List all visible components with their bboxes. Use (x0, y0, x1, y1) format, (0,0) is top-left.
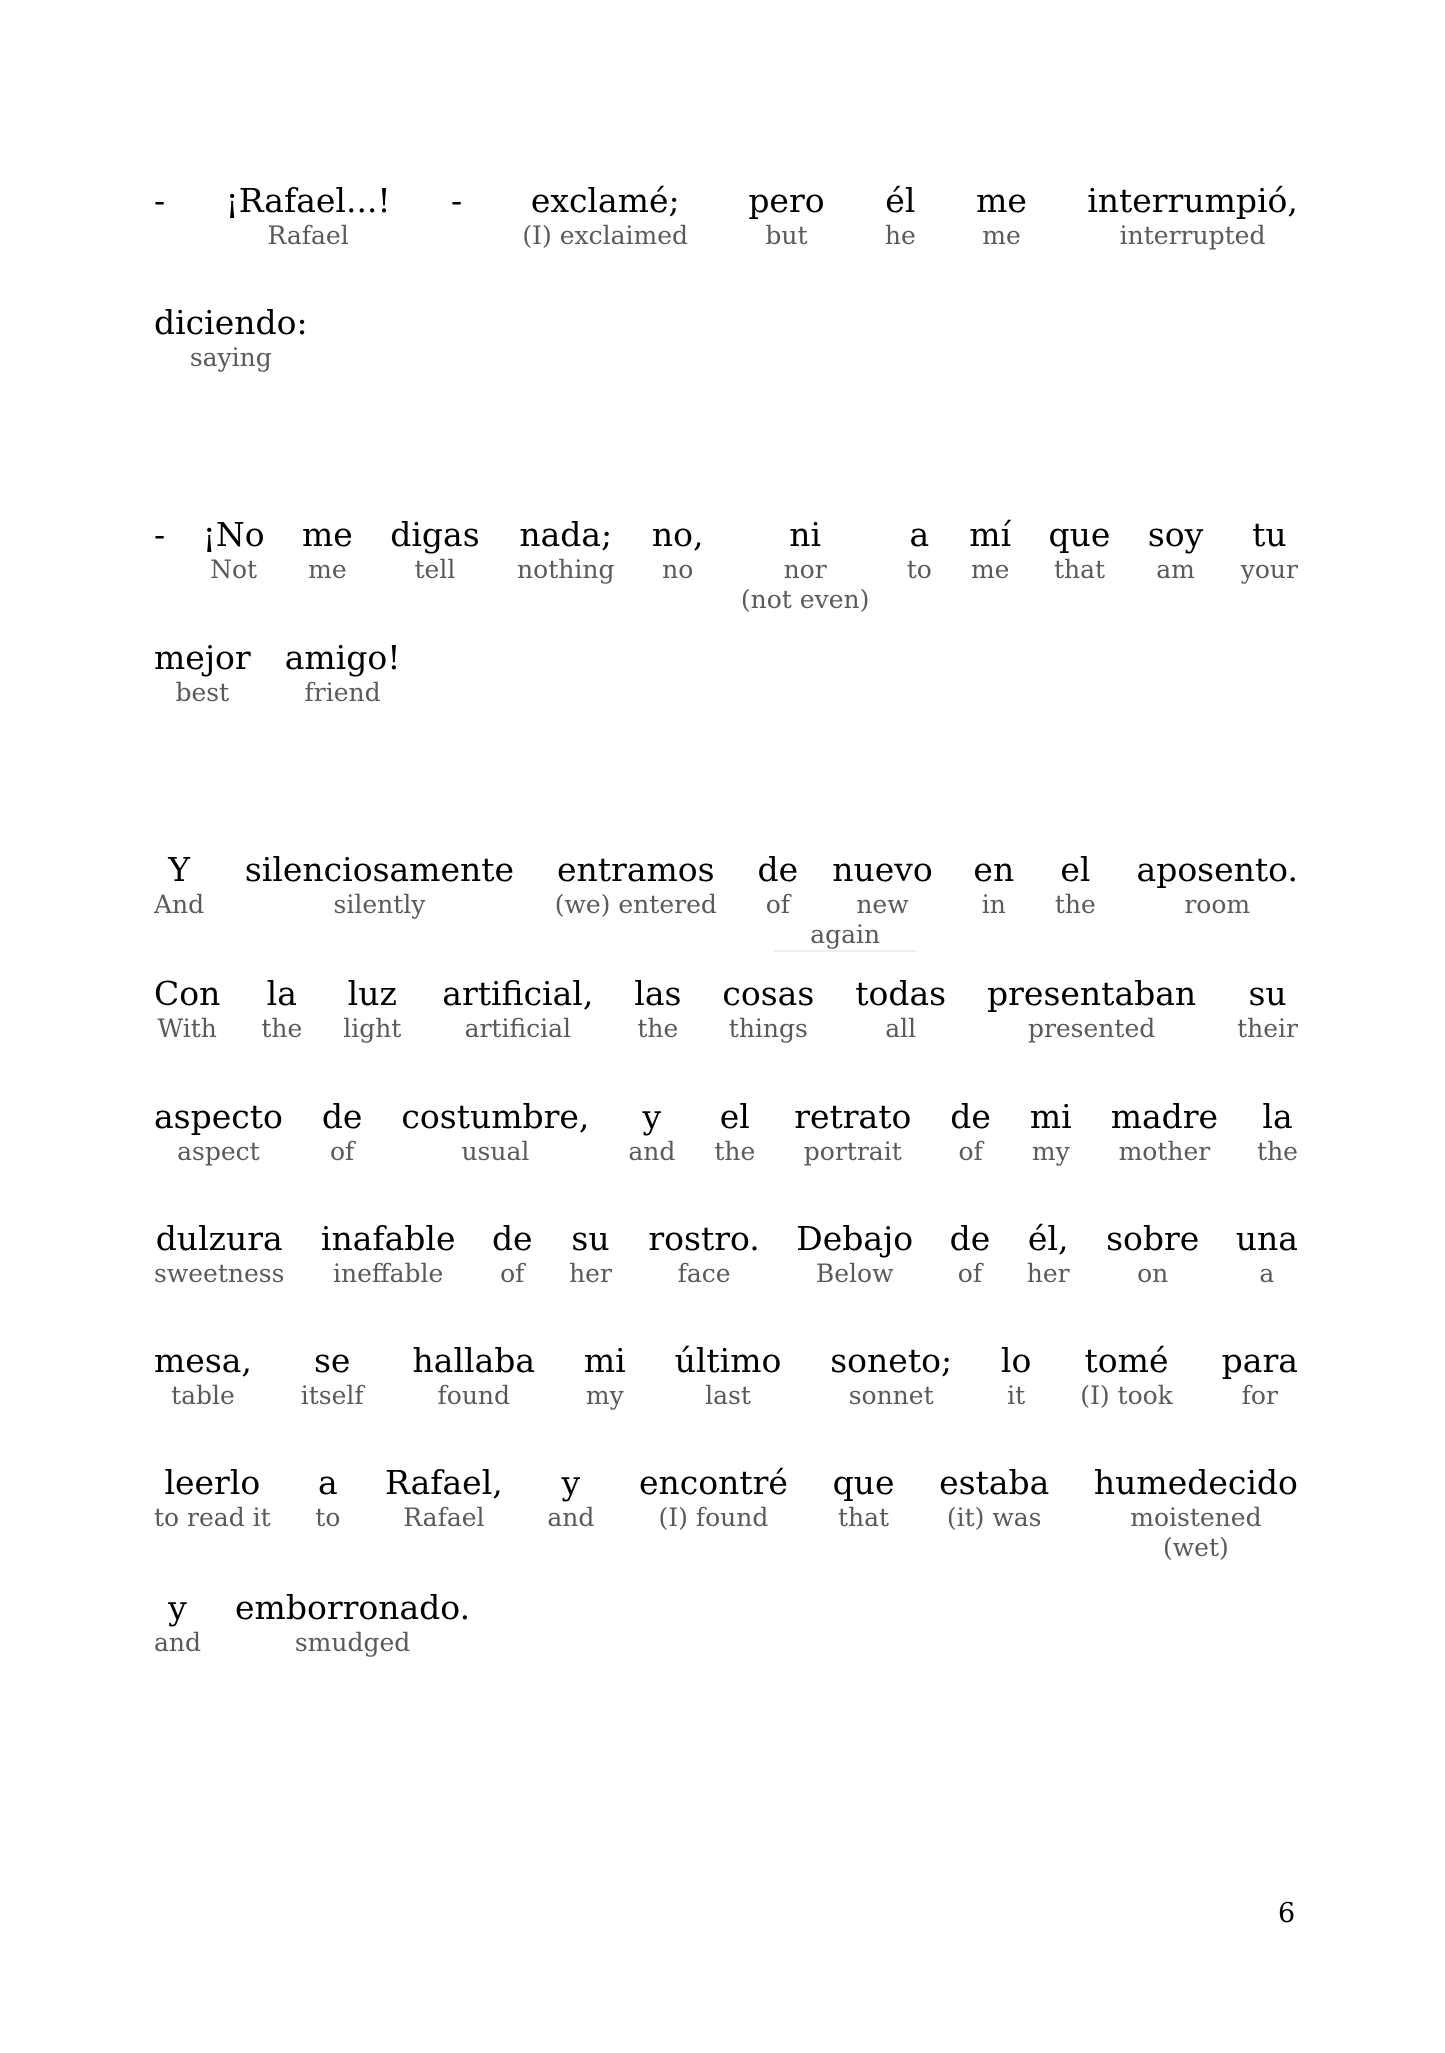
word-pair (634, 974, 681, 1044)
spanish-word: dulzura (155, 1219, 283, 1258)
text-line (154, 1341, 1298, 1411)
spanish-word: las (634, 974, 682, 1013)
spanish-word: entramos (557, 850, 715, 889)
english-gloss: and (547, 1503, 595, 1532)
english-gloss: my (585, 1381, 624, 1410)
word-pair (1049, 515, 1111, 585)
word-pair (1241, 515, 1298, 585)
word-pair (413, 1341, 536, 1411)
word-pair (758, 850, 799, 920)
word-pair (855, 974, 946, 1044)
spanish-word: de (949, 1219, 991, 1258)
spanish-word: todas (855, 974, 947, 1013)
english-gloss: (I) exclaimed (522, 221, 689, 250)
spanish-word: que (1048, 515, 1111, 554)
word-pair (748, 181, 824, 251)
spanish-word: aspecto (154, 1097, 283, 1136)
spanish-word: tomé (1084, 1341, 1169, 1380)
spanish-word: encontré (639, 1463, 788, 1502)
word-pair (832, 850, 933, 920)
word-pair (639, 1463, 788, 1533)
english-gloss: the (1054, 890, 1096, 919)
page-number: 6 (1278, 1898, 1296, 1929)
english-gloss: me (982, 221, 1021, 250)
english-gloss: moistened (1130, 1503, 1262, 1532)
word-pair (154, 1219, 284, 1289)
spanish-word: diciendo: (154, 303, 308, 342)
word-pair (885, 181, 916, 251)
spanish-word: el (1060, 850, 1091, 889)
english-gloss: (it) was (946, 1503, 1042, 1532)
english-gloss: table (171, 1381, 235, 1410)
spanish-word: humedecido (1093, 1463, 1298, 1502)
spanish-word: soneto; (830, 1341, 953, 1380)
word-pair (154, 1588, 201, 1658)
word-pair (321, 1219, 456, 1289)
english-gloss: light (343, 1014, 402, 1043)
spanish-word: estaba (939, 1463, 1050, 1502)
spanish-word: nada; (519, 515, 613, 554)
spanish-word: que (832, 1463, 895, 1502)
spanish-word: de (950, 1097, 991, 1136)
english-gloss: your (1240, 555, 1298, 584)
word-pair (517, 515, 614, 585)
word-pair (492, 1219, 533, 1289)
word-pair (796, 1219, 913, 1289)
spanish-word: para (1221, 1341, 1298, 1380)
word-pair (973, 850, 1014, 920)
spanish-word: el (719, 1097, 750, 1136)
english-gloss-extra: (not even) (740, 585, 870, 614)
english-gloss: interrupted (1119, 221, 1266, 250)
word-pair (154, 1463, 271, 1533)
english-gloss: my (1031, 1137, 1070, 1166)
spanish-word: Debajo (796, 1219, 914, 1258)
spanish-word: - (154, 515, 166, 554)
english-gloss: and (154, 1628, 202, 1657)
english-gloss: me (308, 555, 347, 584)
word-pair (1055, 850, 1096, 920)
english-gloss: tell (414, 555, 456, 584)
english-gloss: that (1053, 555, 1106, 584)
spanish-word: presentaban (987, 974, 1197, 1013)
english-gloss: to (906, 555, 932, 584)
word-pair (584, 1341, 626, 1411)
spanish-word: se (313, 1341, 351, 1380)
english-gloss: on (1137, 1259, 1169, 1288)
spanish-word: costumbre, (401, 1097, 590, 1136)
spanish-word: de (321, 1097, 363, 1136)
word-pair (154, 515, 165, 585)
text-line (154, 1463, 1298, 1563)
spanish-word: Con (154, 974, 221, 1013)
english-gloss: of (500, 1259, 525, 1288)
word-pair (950, 1097, 991, 1167)
english-gloss: aspect (177, 1137, 260, 1166)
spanish-word: artificial, (442, 974, 594, 1013)
word-pair (1236, 1219, 1298, 1289)
word-pair (261, 974, 302, 1044)
english-gloss: usual (461, 1137, 530, 1166)
english-gloss: Rafael (267, 221, 349, 250)
english-gloss: the (714, 1137, 756, 1166)
english-gloss: itself (300, 1381, 364, 1410)
spanish-word: su (571, 1219, 610, 1258)
word-pair (442, 974, 593, 1044)
spanish-word: y (642, 1097, 662, 1136)
text-line (154, 974, 1298, 1044)
text-line (154, 850, 1298, 952)
english-gloss: that (837, 1503, 890, 1532)
english-gloss: things (728, 1014, 808, 1043)
spanish-word: mi (583, 1341, 626, 1380)
spanish-word: me (301, 515, 353, 554)
word-pair (390, 515, 479, 585)
spanish-word: me (976, 181, 1027, 220)
word-pair (939, 1463, 1049, 1533)
english-gloss: And (154, 890, 205, 919)
word-pair (987, 974, 1196, 1044)
english-gloss: room (1184, 890, 1251, 919)
spanish-word: lo (1000, 1341, 1032, 1380)
english-gloss: nothing (517, 555, 615, 584)
word-pair (652, 515, 704, 585)
word-pair (714, 1097, 755, 1167)
spanish-word: no, (651, 515, 704, 554)
english-gloss: am (1156, 555, 1195, 584)
spanish-word: sobre (1106, 1219, 1200, 1258)
word-pair (285, 638, 401, 708)
english-gloss: face (677, 1259, 731, 1288)
english-gloss: it (1007, 1381, 1026, 1410)
text-line (154, 1219, 1298, 1289)
multiword-expression (758, 850, 933, 952)
word-pair (154, 1097, 283, 1167)
spanish-word: y (561, 1463, 581, 1502)
word-pair (950, 1219, 991, 1289)
word-pair (628, 1097, 675, 1167)
word-pair (154, 181, 165, 251)
english-gloss: of (958, 1137, 983, 1166)
spanish-word: Y (168, 850, 190, 889)
word-pair (555, 850, 717, 920)
english-gloss: presented (1027, 1014, 1156, 1043)
word-pair (385, 1463, 503, 1533)
multiword-row (758, 850, 933, 920)
spanish-word: mesa, (154, 1341, 252, 1380)
spanish-word: luz (347, 974, 397, 1013)
spanish-word: ¡Rafael...! (225, 181, 391, 220)
spanish-word: la (1262, 1097, 1293, 1136)
text-line (154, 181, 1298, 251)
word-pair (401, 1097, 589, 1167)
word-pair (1094, 1463, 1298, 1563)
english-gloss: to read it (154, 1503, 271, 1532)
spanish-word: su (1248, 974, 1287, 1013)
english-gloss (156, 555, 164, 585)
spanish-word: aposento. (1136, 850, 1298, 889)
text-line (154, 515, 1298, 615)
english-gloss: new (856, 890, 909, 919)
english-gloss: mother (1118, 1137, 1211, 1166)
spanish-word: ni (789, 515, 822, 554)
english-gloss: all (885, 1014, 917, 1043)
word-pair (154, 850, 204, 920)
spanish-word: leerlo (164, 1463, 261, 1502)
spanish-word: mejor (154, 638, 251, 677)
spanish-word: a (909, 515, 930, 554)
word-pair (830, 1341, 952, 1411)
spanish-word: pero (748, 181, 825, 220)
spanish-word: mi (1029, 1097, 1072, 1136)
english-gloss: found (437, 1381, 511, 1410)
english-gloss: her (1026, 1259, 1070, 1288)
word-pair (969, 515, 1011, 585)
spanish-word: él (885, 181, 916, 220)
spanish-word: inafable (320, 1219, 456, 1258)
word-pair (522, 181, 688, 251)
word-pair (907, 515, 932, 585)
english-gloss: best (175, 678, 230, 707)
english-gloss: the (637, 1014, 679, 1043)
spanish-word: silenciosamente (244, 850, 515, 889)
spanish-word: digas (390, 515, 480, 554)
word-pair (235, 1588, 470, 1658)
word-pair (547, 1463, 594, 1533)
word-pair (1001, 1341, 1031, 1411)
word-pair (1237, 974, 1298, 1044)
spanish-word: en (973, 850, 1015, 889)
english-gloss: silently (333, 890, 426, 919)
word-pair (154, 1341, 252, 1411)
english-gloss: a (1259, 1259, 1275, 1288)
spanish-word: él, (1027, 1219, 1069, 1258)
spanish-word: tu (1252, 515, 1287, 554)
word-pair (154, 303, 308, 373)
word-pair (722, 974, 814, 1044)
spanish-word: madre (1110, 1097, 1219, 1136)
word-pair (1257, 1097, 1298, 1167)
word-pair (203, 515, 265, 585)
spanish-word: - (154, 181, 166, 220)
english-gloss: saying (189, 343, 272, 372)
spanish-word: y (168, 1588, 187, 1627)
spanish-word: ¡No (202, 515, 265, 554)
word-pair (976, 181, 1027, 251)
english-gloss: her (569, 1259, 612, 1288)
word-pair (301, 1341, 364, 1411)
word-pair (648, 1219, 759, 1289)
word-pair (569, 1219, 612, 1289)
word-pair (315, 1463, 340, 1533)
word-pair (451, 181, 462, 251)
english-gloss: portrait (803, 1137, 902, 1166)
text-line (154, 1097, 1298, 1167)
spanish-word: nuevo (832, 850, 933, 889)
english-gloss: smudged (294, 1628, 411, 1657)
spanish-word: rostro. (648, 1219, 760, 1258)
english-gloss: sweetness (154, 1259, 285, 1288)
english-gloss: of (765, 890, 791, 919)
spanish-word: hallaba (412, 1341, 536, 1380)
english-gloss: of (957, 1259, 983, 1288)
spanish-word: a (318, 1463, 338, 1502)
word-pair (833, 1463, 895, 1533)
word-pair (322, 1097, 363, 1167)
english-gloss: me (970, 555, 1010, 584)
spanish-word: interrumpió, (1087, 181, 1298, 220)
word-pair (225, 181, 390, 251)
word-pair (302, 515, 353, 585)
spanish-word: mí (969, 515, 1012, 554)
spanish-word: Rafael, (385, 1463, 503, 1502)
english-gloss: no (662, 555, 694, 584)
spanish-word: de (757, 850, 799, 889)
word-pair (1087, 181, 1298, 251)
english-gloss: With (157, 1014, 217, 1043)
word-pair (1080, 1341, 1173, 1411)
english-gloss: (we) entered (554, 890, 717, 919)
word-pair (1148, 515, 1203, 585)
text-line (154, 638, 1298, 708)
word-pair (1222, 1341, 1298, 1411)
word-pair (1027, 1219, 1070, 1289)
spanish-word: retrato (794, 1097, 912, 1136)
english-gloss: for (1241, 1381, 1278, 1410)
english-gloss: but (765, 221, 808, 250)
text-line (154, 303, 1298, 373)
english-gloss: Below (815, 1259, 894, 1288)
english-gloss: last (705, 1381, 751, 1410)
word-pair (1106, 1219, 1199, 1289)
english-gloss: Rafael (403, 1503, 485, 1532)
english-gloss-extra: (wet) (1163, 1533, 1229, 1562)
spanish-word: amigo! (284, 638, 401, 677)
spanish-word: exclamé; (530, 181, 680, 220)
spanish-word: de (491, 1219, 533, 1258)
spanish-word: último (674, 1341, 782, 1380)
english-gloss: of (329, 1137, 355, 1166)
english-gloss: (I) took (1080, 1381, 1173, 1410)
english-gloss: the (1257, 1137, 1298, 1166)
english-gloss: to (315, 1503, 341, 1532)
word-pair (154, 638, 251, 708)
word-pair (154, 974, 220, 1044)
english-gloss: the (261, 1014, 303, 1043)
english-gloss: sonnet (848, 1381, 934, 1410)
english-gloss: he (884, 221, 916, 250)
english-gloss: friend (304, 678, 381, 707)
word-pair (343, 974, 401, 1044)
english-gloss (156, 221, 164, 251)
spanish-word: soy (1147, 515, 1204, 554)
word-pair (1030, 1097, 1072, 1167)
english-gloss: their (1237, 1014, 1298, 1043)
text-line (154, 1588, 1298, 1658)
word-pair (741, 515, 869, 615)
word-pair (245, 850, 514, 920)
english-gloss (453, 221, 461, 251)
spanish-word: la (266, 974, 297, 1013)
spanish-word: emborronado. (235, 1588, 471, 1627)
english-gloss-extra: again (774, 920, 916, 952)
english-gloss: in (981, 890, 1006, 919)
english-gloss: ineffable (333, 1259, 444, 1288)
word-pair (1111, 1097, 1218, 1167)
english-gloss: Not (210, 555, 258, 584)
word-pair (675, 1341, 782, 1411)
word-pair (794, 1097, 911, 1167)
spanish-word: una (1235, 1219, 1298, 1258)
word-pair (1137, 850, 1298, 920)
english-gloss: artificial (464, 1014, 572, 1043)
english-gloss: (I) found (658, 1503, 769, 1532)
english-gloss: nor (783, 555, 827, 584)
spanish-word: cosas (722, 974, 815, 1013)
english-gloss: and (628, 1137, 676, 1166)
spanish-word: - (450, 181, 463, 220)
